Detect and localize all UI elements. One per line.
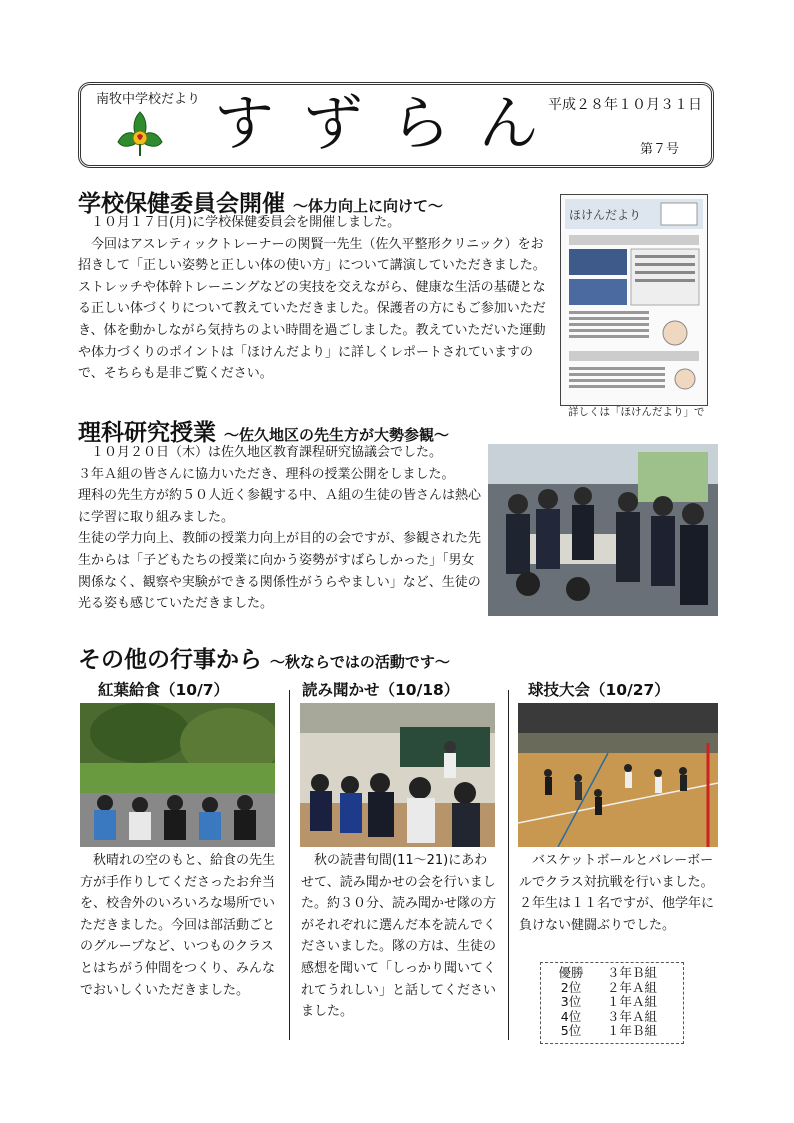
- thumb-title: ほけんだより: [569, 208, 642, 222]
- result-rank: 4位: [560, 1008, 582, 1024]
- school-emblem-icon: [114, 108, 166, 160]
- reading-session-photo: [300, 703, 495, 847]
- result-team: １年Ａ組: [607, 994, 658, 1010]
- result-row: [541, 995, 683, 1010]
- result-rank: 優勝: [558, 965, 584, 980]
- column-title-sports: 球技大会（10/27）: [528, 681, 670, 699]
- ball-games-photo: [518, 703, 718, 847]
- result-rank: 5位: [560, 1023, 582, 1039]
- paragraph: 今回はアスレティックトレーナーの関賢一先生（佐久平整形クリニック）をお招きして「正しい姿勢と正しい体の使い方」について講演していただきました。ストレッチや体幹トレーニングなどの実技を交えながら、健康な生活の基礎となる正しい体づくりについて教えていただきました。保護者の方にもご参加いただき、体を動かしながら気持ちのよい時間を過ごしました。教えていただいた運動や体力づくりのポイントは「ほけんだより」に詳しくレポートされていますので、そちらも是非ご覧ください。: [78, 236, 546, 382]
- result-row: [541, 981, 683, 996]
- column-title-lunch: 紅葉給食（10/7）: [98, 681, 230, 699]
- result-rank: 3位: [560, 994, 582, 1010]
- heading-subtitle: ～体力向上に向けて～: [293, 197, 444, 215]
- section-heading-other-events: [78, 641, 450, 674]
- column-divider: [289, 690, 290, 1040]
- paragraph: 理科の先生方が約５０人近く参観する中、Ａ組の生徒の皆さんは熱心に学習に取り組みました。: [78, 488, 482, 525]
- result-row: [541, 966, 683, 981]
- result-team: ３年Ａ組: [607, 1008, 658, 1024]
- paragraph: 生徒の学力向上、教師の授業力向上が目的の会ですが、参観された先生からは「子どもたちの授業に向かう姿勢がすばらしかった」「男女関係なく、観察や実験ができる関係性がうらやましい」など、生徒の光る姿も感じていただきました。: [78, 531, 482, 612]
- result-team: ３年Ｂ組: [607, 965, 658, 980]
- heading-text: 学校保健委員会開催: [78, 191, 285, 217]
- tournament-results-box: [540, 962, 684, 1044]
- result-team: ２年Ａ組: [607, 979, 658, 995]
- column-divider: [508, 690, 509, 1040]
- result-rank: 2位: [560, 979, 582, 995]
- image-caption: 詳しくは「ほけんだより」で: [568, 406, 705, 418]
- column-text-sports: バスケットボールとバレーボールでクラス対抗戦を行いました。２年生は１１名ですが、他学年に負けない健闘ぶりでした。: [519, 853, 715, 933]
- column-text-reading: 秋の読書旬間(11～21)にあわせて、読み聞かせの会を行いました。約３０分、読み聞かせ隊の方がそれぞれに選んだ本を読んでくださいました。隊の方は、生徒の感想を聞いて「しっかり聞いてくれてうれしい」と話してくださいました。: [301, 853, 497, 1020]
- result-team: １年Ｂ組: [607, 1023, 658, 1039]
- paragraph: １０月１７日(月)に学校保健委員会を開催しました。: [78, 215, 401, 230]
- column-text-lunch: 秋晴れの空のもと、給食の先生方が手作りしてくださったお弁当を、校舎外のいろいろな場所でいただきました。今回は部活動ごとのグループなど、いつものクラスとはちがう仲間をつくり、みんなでおいしくいただきました。: [80, 853, 276, 998]
- column-title-reading: 読み聞かせ（10/18）: [302, 681, 460, 699]
- heading-text: その他の行事から: [78, 647, 262, 673]
- paragraph: １０月２０日（木）は佐久地区教育課程研究協議会でした。: [78, 445, 443, 460]
- heading-text: 理科研究授業: [78, 420, 216, 446]
- issue-date: 平成２８年１０月３１日: [548, 97, 702, 113]
- result-row: [541, 1010, 683, 1025]
- school-name: 南牧中学校だより: [96, 92, 201, 107]
- heading-subtitle: ～秋ならではの活動です～: [270, 653, 450, 671]
- hoken-dayori-thumbnail: [560, 194, 708, 406]
- newsletter-title: すずらん: [214, 89, 567, 159]
- paragraph: ３年Ａ組の皆さんに協力いただき、理科の授業公開をしました。: [78, 466, 455, 482]
- science-class-photo: [488, 444, 718, 616]
- section-body-health-committee: [78, 212, 553, 385]
- result-row: [541, 1024, 683, 1039]
- section-body-science-lesson: [78, 442, 483, 615]
- issue-number: 第７号: [640, 142, 680, 157]
- autumn-lunch-photo: [80, 703, 275, 847]
- heading-subtitle: ～佐久地区の先生方が大勢参観～: [224, 426, 450, 444]
